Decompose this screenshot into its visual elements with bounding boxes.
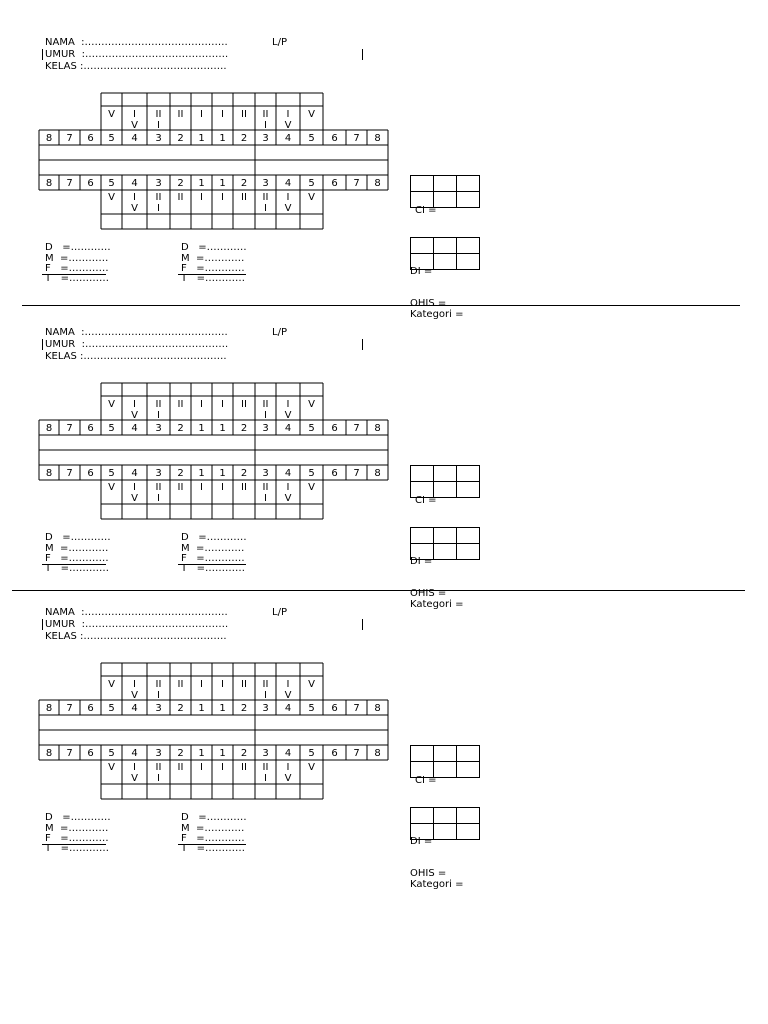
tooth-number: 6 xyxy=(87,133,94,144)
nama-field: NAMA :……………………………………. xyxy=(45,327,228,338)
tooth-code: V xyxy=(284,410,292,421)
tooth-number: 2 xyxy=(177,133,184,144)
tooth-code: II xyxy=(262,679,269,690)
tooth-number: 3 xyxy=(262,423,269,434)
nama-field: NAMA :……………………………………. xyxy=(45,607,228,618)
kelas-field: KELAS :……………………………………. xyxy=(45,61,227,72)
odontogram-grid xyxy=(0,570,768,850)
tooth-code: I xyxy=(157,410,160,421)
tooth-number: 7 xyxy=(66,748,73,759)
ci-label: CI = xyxy=(415,775,437,786)
tooth-code: V xyxy=(308,109,315,120)
tooth-code: V xyxy=(108,762,115,773)
tooth-code: I xyxy=(133,399,136,410)
tooth-number: 3 xyxy=(262,748,269,759)
odontogram-grid xyxy=(0,0,768,280)
tooth-number: 5 xyxy=(308,423,315,434)
tooth-number: 6 xyxy=(331,468,338,479)
tooth-number: 4 xyxy=(284,423,292,434)
tooth-number: 5 xyxy=(108,423,115,434)
tooth-code: II xyxy=(262,192,269,203)
dmft-right-m: M =………… xyxy=(181,543,245,554)
tooth-code: I xyxy=(264,203,267,214)
tooth-code: II xyxy=(177,482,184,493)
tooth-number: 1 xyxy=(198,133,205,144)
tooth-number: 7 xyxy=(66,468,73,479)
dmft-right-t: T =………… xyxy=(181,843,246,854)
tooth-number: 4 xyxy=(131,178,138,189)
tooth-number: 8 xyxy=(45,468,53,479)
tooth-code: V xyxy=(131,410,138,421)
tooth-number: 6 xyxy=(331,133,338,144)
tooth-number: 4 xyxy=(131,748,138,759)
tooth-number: 6 xyxy=(87,423,94,434)
dental-exam-form xyxy=(0,0,768,320)
tooth-number: 1 xyxy=(219,468,226,479)
dental-exam-form xyxy=(0,290,768,610)
tooth-code: V xyxy=(308,192,315,203)
tooth-code: V xyxy=(284,690,292,701)
tooth-code: II xyxy=(177,399,184,410)
tooth-number: 6 xyxy=(87,178,94,189)
dmft-right-m: M =………… xyxy=(181,253,245,264)
tooth-code: V xyxy=(131,120,138,131)
tooth-number: 2 xyxy=(177,748,184,759)
tooth-number: 1 xyxy=(219,748,226,759)
tooth-code: I xyxy=(286,109,290,120)
tooth-number: 2 xyxy=(177,178,184,189)
kelas-field: KELAS :……………………………………. xyxy=(45,351,227,362)
tooth-number: 1 xyxy=(198,748,205,759)
tooth-code: V xyxy=(108,399,115,410)
lp-field: L/P xyxy=(272,37,287,48)
dmft-right-d: D =………… xyxy=(181,812,247,823)
tooth-code: I xyxy=(200,482,203,493)
tooth-code: II xyxy=(262,109,269,120)
tooth-number: 7 xyxy=(353,178,360,189)
ohis-label: OHIS = xyxy=(410,868,447,879)
tooth-number: 7 xyxy=(353,703,360,714)
tooth-number: 7 xyxy=(353,748,360,759)
tooth-number: 8 xyxy=(374,703,381,714)
dmft-right-t: T =………… xyxy=(181,273,246,284)
dmft-left-d: D =………… xyxy=(45,812,111,823)
tooth-number: 3 xyxy=(262,133,269,144)
tooth-code: II xyxy=(155,762,162,773)
tooth-number: 8 xyxy=(45,703,53,714)
dmft-left-m: M =………… xyxy=(45,253,109,264)
di-label: DI = xyxy=(410,556,433,567)
tooth-number: 4 xyxy=(284,748,292,759)
dmft-right-f: F =………… xyxy=(181,263,245,274)
tooth-number: 5 xyxy=(308,468,315,479)
dmft-left-m: M =………… xyxy=(45,823,109,834)
tooth-number: 8 xyxy=(374,468,381,479)
tooth-code: I xyxy=(133,762,136,773)
tooth-number: 3 xyxy=(155,133,162,144)
tooth-code: V xyxy=(131,773,138,784)
tooth-number: 1 xyxy=(198,468,205,479)
tooth-number: 5 xyxy=(108,178,115,189)
form-separator xyxy=(12,590,745,591)
tooth-code: II xyxy=(177,679,184,690)
kategori-label: Kategori = xyxy=(410,309,464,320)
tooth-number: 3 xyxy=(155,468,162,479)
kelas-field: KELAS :……………………………………. xyxy=(45,631,227,642)
tooth-number: 4 xyxy=(131,468,138,479)
tooth-number: 5 xyxy=(108,133,115,144)
tooth-code: I xyxy=(264,120,267,131)
tooth-code: II xyxy=(177,762,184,773)
tooth-code: I xyxy=(221,482,224,493)
tooth-code: V xyxy=(131,493,138,504)
tooth-number: 2 xyxy=(177,703,184,714)
tooth-code: I xyxy=(200,762,203,773)
tooth-number: 7 xyxy=(66,703,73,714)
tooth-number: 1 xyxy=(198,423,205,434)
tooth-code: V xyxy=(284,493,292,504)
tooth-code: I xyxy=(221,109,224,120)
tooth-code: V xyxy=(108,109,115,120)
tooth-number: 3 xyxy=(155,178,162,189)
tooth-code: I xyxy=(264,690,267,701)
tooth-number: 4 xyxy=(131,703,138,714)
tooth-number: 8 xyxy=(45,133,53,144)
dmft-left-f: F =………… xyxy=(45,553,109,564)
tooth-number: 1 xyxy=(219,178,226,189)
tooth-code: I xyxy=(133,482,136,493)
tooth-code: II xyxy=(155,482,162,493)
tooth-code: I xyxy=(133,192,136,203)
tooth-code: V xyxy=(108,482,115,493)
tooth-code: I xyxy=(221,192,224,203)
kategori-label: Kategori = xyxy=(410,599,464,610)
tooth-number: 5 xyxy=(308,748,315,759)
tooth-number: 1 xyxy=(219,423,226,434)
tooth-number: 2 xyxy=(240,423,248,434)
tooth-code: V xyxy=(308,482,315,493)
tooth-number: 5 xyxy=(308,178,315,189)
di-label: DI = xyxy=(410,836,433,847)
tooth-number: 6 xyxy=(331,703,338,714)
tooth-code: I xyxy=(200,679,203,690)
tooth-number: 8 xyxy=(374,423,381,434)
tooth-number: 3 xyxy=(262,468,269,479)
tooth-code: I xyxy=(157,493,160,504)
tooth-code: V xyxy=(284,120,292,131)
umur-field: UMUR :……………………………………. xyxy=(45,49,229,60)
lp-field: L/P xyxy=(272,607,287,618)
di-label: DI = xyxy=(410,266,433,277)
tooth-number: 2 xyxy=(240,178,248,189)
dmft-left-t: T =………… xyxy=(45,563,110,574)
tooth-code: II xyxy=(241,109,247,120)
ci-label: CI = xyxy=(415,205,437,216)
tooth-code: I xyxy=(286,399,290,410)
tooth-number: 5 xyxy=(308,133,315,144)
ci-score-box xyxy=(410,745,480,778)
tooth-code: II xyxy=(262,762,269,773)
tooth-number: 5 xyxy=(108,748,115,759)
tooth-code: I xyxy=(286,762,290,773)
tooth-number: 4 xyxy=(284,133,292,144)
nama-field: NAMA :……………………………………. xyxy=(45,37,228,48)
ci-score-box xyxy=(410,175,480,208)
dmft-left-d: D =………… xyxy=(45,242,111,253)
tooth-code: V xyxy=(131,690,138,701)
dmft-left-d: D =………… xyxy=(45,532,111,543)
tooth-code: I xyxy=(157,203,160,214)
odontogram-grid xyxy=(0,290,768,570)
tooth-code: I xyxy=(157,773,160,784)
dmft-right-m: M =………… xyxy=(181,823,245,834)
tooth-number: 4 xyxy=(284,468,292,479)
tooth-code: V xyxy=(108,192,115,203)
tooth-number: 1 xyxy=(219,133,226,144)
tooth-code: I xyxy=(221,399,224,410)
tooth-number: 2 xyxy=(240,748,248,759)
ohis-label: OHIS = xyxy=(410,298,447,309)
tooth-number: 6 xyxy=(87,748,94,759)
tooth-number: 8 xyxy=(45,748,53,759)
tooth-number: 8 xyxy=(45,423,53,434)
tooth-number: 4 xyxy=(131,423,138,434)
tooth-number: 3 xyxy=(155,703,162,714)
tooth-number: 4 xyxy=(131,133,138,144)
tooth-code: II xyxy=(241,399,247,410)
tooth-code: V xyxy=(308,679,315,690)
tooth-number: 6 xyxy=(331,748,338,759)
tooth-number: 7 xyxy=(353,423,360,434)
tooth-number: 7 xyxy=(353,133,360,144)
tooth-number: 7 xyxy=(66,423,73,434)
ohis-label: OHIS = xyxy=(410,588,447,599)
tooth-number: 5 xyxy=(308,703,315,714)
dmft-left-f: F =………… xyxy=(45,833,109,844)
tooth-number: 3 xyxy=(155,748,162,759)
tooth-number: 8 xyxy=(374,748,381,759)
dmft-right-t: T =………… xyxy=(181,563,246,574)
lp-field: L/P xyxy=(272,327,287,338)
dmft-left-t: T =………… xyxy=(45,273,110,284)
tooth-number: 6 xyxy=(331,423,338,434)
tooth-code: I xyxy=(264,493,267,504)
kategori-label: Kategori = xyxy=(410,879,464,890)
tooth-code: V xyxy=(108,679,115,690)
tooth-code: I xyxy=(286,192,290,203)
dmft-right-f: F =………… xyxy=(181,833,245,844)
tooth-number: 8 xyxy=(45,178,53,189)
tooth-code: II xyxy=(241,762,247,773)
tooth-code: V xyxy=(308,399,315,410)
tooth-number: 7 xyxy=(66,133,73,144)
tooth-code: II xyxy=(177,192,184,203)
tooth-number: 7 xyxy=(66,178,73,189)
tooth-number: 6 xyxy=(87,703,94,714)
tooth-code: I xyxy=(200,192,203,203)
tooth-number: 6 xyxy=(87,468,94,479)
tooth-code: II xyxy=(155,192,162,203)
tooth-code: II xyxy=(155,399,162,410)
tooth-code: I xyxy=(200,399,203,410)
tooth-code: II xyxy=(262,399,269,410)
form-separator xyxy=(22,305,740,306)
umur-field: UMUR :……………………………………. xyxy=(45,339,229,350)
tooth-code: I xyxy=(200,109,203,120)
dental-exam-form xyxy=(0,570,768,890)
tooth-code: II xyxy=(241,192,247,203)
tooth-code: II xyxy=(177,109,184,120)
tooth-code: I xyxy=(133,109,136,120)
tooth-number: 1 xyxy=(198,178,205,189)
tooth-code: I xyxy=(286,679,290,690)
tooth-number: 4 xyxy=(284,703,292,714)
tooth-number: 7 xyxy=(353,468,360,479)
umur-field: UMUR :……………………………………. xyxy=(45,619,229,630)
dmft-right-f: F =………… xyxy=(181,553,245,564)
dmft-right-d: D =………… xyxy=(181,242,247,253)
tooth-number: 5 xyxy=(108,703,115,714)
tooth-number: 8 xyxy=(374,178,381,189)
tooth-code: I xyxy=(286,482,290,493)
tooth-code: II xyxy=(241,679,247,690)
dmft-left-t: T =………… xyxy=(45,843,110,854)
tooth-code: I xyxy=(133,679,136,690)
tooth-number: 4 xyxy=(284,178,292,189)
tooth-code: V xyxy=(308,762,315,773)
tooth-number: 2 xyxy=(177,423,184,434)
dmft-left-f: F =………… xyxy=(45,263,109,274)
tooth-number: 2 xyxy=(177,468,184,479)
tooth-number: 8 xyxy=(374,133,381,144)
tooth-code: I xyxy=(157,120,160,131)
dmft-left-m: M =………… xyxy=(45,543,109,554)
tooth-code: I xyxy=(157,690,160,701)
tooth-number: 6 xyxy=(331,178,338,189)
tooth-code: I xyxy=(221,762,224,773)
tooth-code: II xyxy=(262,482,269,493)
tooth-number: 3 xyxy=(262,703,269,714)
ci-score-box xyxy=(410,465,480,498)
tooth-number: 1 xyxy=(219,703,226,714)
tooth-code: II xyxy=(155,679,162,690)
ci-label: CI = xyxy=(415,495,437,506)
tooth-code: II xyxy=(155,109,162,120)
tooth-code: V xyxy=(284,773,292,784)
tooth-code: II xyxy=(241,482,247,493)
tooth-number: 2 xyxy=(240,133,248,144)
tooth-number: 5 xyxy=(108,468,115,479)
tooth-number: 2 xyxy=(240,468,248,479)
tooth-code: V xyxy=(131,203,138,214)
tooth-number: 3 xyxy=(155,423,162,434)
tooth-code: V xyxy=(284,203,292,214)
tooth-number: 1 xyxy=(198,703,205,714)
tooth-code: I xyxy=(264,410,267,421)
tooth-number: 2 xyxy=(240,703,248,714)
tooth-code: I xyxy=(221,679,224,690)
dmft-right-d: D =………… xyxy=(181,532,247,543)
tooth-number: 3 xyxy=(262,178,269,189)
tooth-code: I xyxy=(264,773,267,784)
